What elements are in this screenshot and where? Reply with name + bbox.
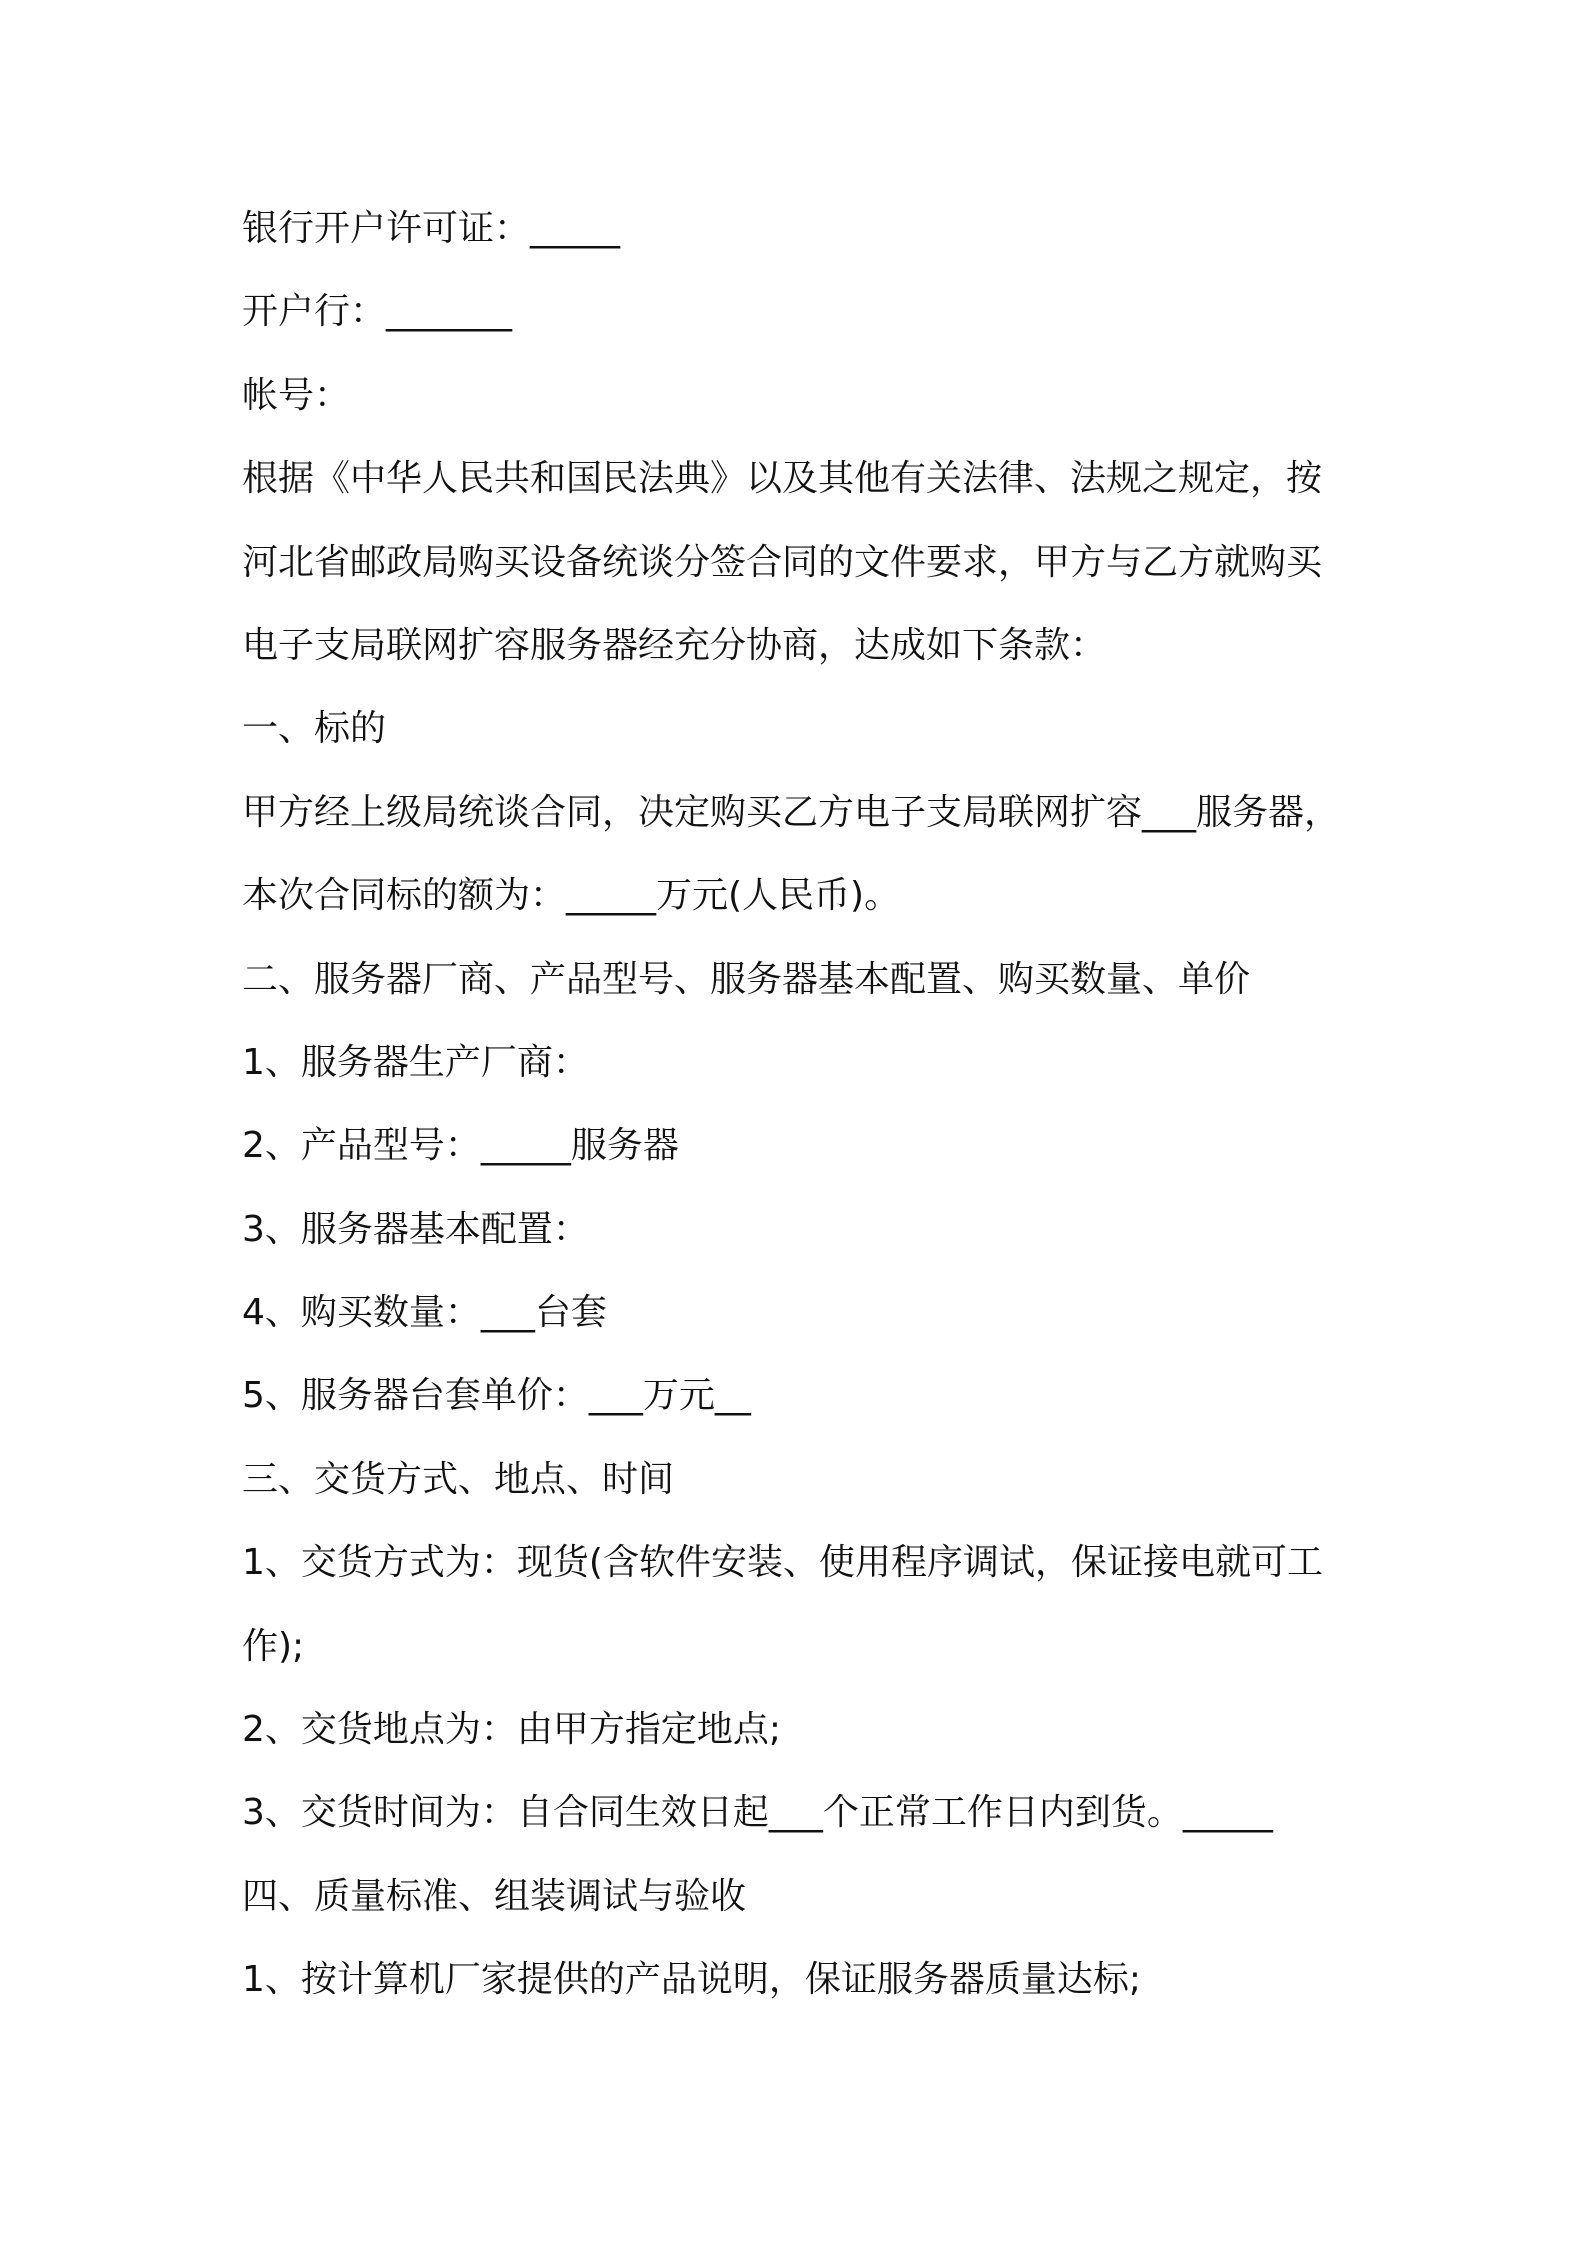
bank-name-line: 开户行：_______ (242, 291, 513, 333)
delivery-item-1-cont: 作); (242, 1625, 305, 1667)
section-heading-vendor: 二、服务器厂商、产品型号、服务器基本配置、购买数量、单价 (242, 958, 1251, 1000)
delivery-item-3: 3、交货时间为：自合同生效日起___个正常工作日内到货。_____ (242, 1792, 1273, 1834)
vendor-item-5: 5、服务器台套单价：___万元__ (242, 1375, 751, 1417)
contract-body (242, 202, 1382, 2037)
preamble-line-1: 根据《中华人民共和国民法典》以及其他有关法律、法规之规定，按 (242, 458, 1323, 500)
section-heading-quality: 四、质量标准、组装调试与验收 (242, 1875, 747, 1917)
vendor-item-4: 4、购买数量：___台套 (242, 1292, 607, 1334)
preamble-line-2: 河北省邮政局购买设备统谈分签合同的文件要求，甲方与乙方就购买 (242, 541, 1323, 583)
quality-item-1: 1、按计算机厂家提供的产品说明，保证服务器质量达标; (242, 1959, 1142, 2001)
subject-line-2: 本次合同标的额为：_____万元(人民币)。 (242, 875, 901, 917)
preamble-line-3: 电子支局联网扩容服务器经充分协商，达成如下条款： (242, 624, 1107, 666)
vendor-item-2: 2、产品型号：_____服务器 (242, 1125, 679, 1167)
subject-line-1: 甲方经上级局统谈合同，决定购买乙方电子支局联网扩容___服务器， (242, 791, 1341, 833)
vendor-item-1: 1、服务器生产厂商： (242, 1041, 589, 1083)
section-heading-subject: 一、标的 (242, 708, 387, 750)
delivery-item-1: 1、交货方式为：现货(含软件安装、使用程序调试，保证接电就可工 (242, 1542, 1323, 1584)
bank-license-line: 银行开户许可证：_____ (242, 208, 621, 249)
vendor-item-3: 3、服务器基本配置： (242, 1208, 589, 1250)
delivery-item-2: 2、交货地点为：由甲方指定地点; (242, 1709, 782, 1751)
account-number-line: 帐号： (242, 374, 351, 416)
section-heading-delivery: 三、交货方式、地点、时间 (242, 1458, 675, 1500)
